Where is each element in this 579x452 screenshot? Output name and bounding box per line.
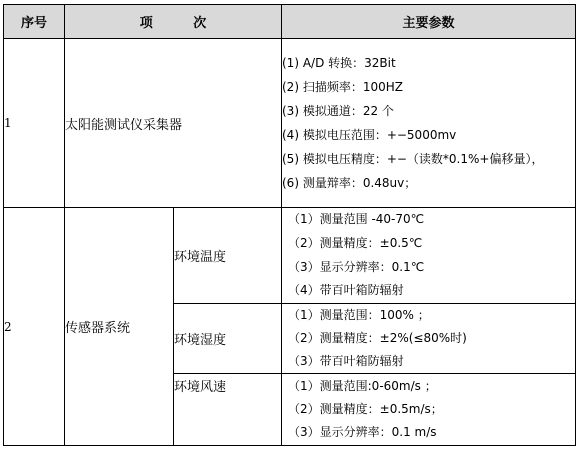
param-line: （4）带百叶箱防辐射 xyxy=(288,283,404,298)
spec-table xyxy=(3,4,576,446)
param-line: (5) 模拟电压精度：+−（读数*0.1%+偏移量）， xyxy=(282,152,544,166)
param-line: （3）显示分辨率：0.1℃ xyxy=(288,259,425,274)
param-line: (1) A/D 转换：32Bit xyxy=(282,56,396,70)
header-row xyxy=(4,5,576,39)
row-index: 2 xyxy=(4,208,65,446)
subitem-params xyxy=(282,304,576,374)
table-row xyxy=(4,39,576,208)
subitem-name: 环境湿度 xyxy=(174,304,282,374)
param-line: (4) 模拟电压范围：+−5000mv xyxy=(282,128,457,142)
param-line: (2) 扫描频率：100HZ xyxy=(282,80,403,94)
param-line: （3）带百叶箱防辐射 xyxy=(288,353,404,368)
row-item: 太阳能测试仪采集器 xyxy=(65,39,282,208)
subitem-params xyxy=(282,374,576,446)
subitem-params xyxy=(282,208,576,304)
subitem-name: 环境风速 xyxy=(174,374,282,446)
param-line: （2）测量精度：±0.5℃ xyxy=(288,235,423,250)
row-item: 传感器系统 xyxy=(65,208,174,446)
header-params: 主要参数 xyxy=(282,5,576,39)
row-index: 1 xyxy=(4,39,65,208)
param-line: （1）测量范围:0-60m/s ； xyxy=(288,378,437,393)
param-line: （1）测量范围 -40-70℃ xyxy=(288,212,425,227)
param-line: （2）测量精度：±0.5m/s； xyxy=(288,401,443,416)
param-line: (6) 测量辩率：0.48uv； xyxy=(282,176,417,190)
row-params xyxy=(282,39,576,208)
header-item xyxy=(65,5,282,39)
table-row xyxy=(4,208,576,304)
header-index: 序号 xyxy=(4,5,65,39)
header-item-label: 项 次 xyxy=(139,16,225,31)
subitem-name: 环境温度 xyxy=(174,208,282,304)
param-line: （1）测量范围：100% ； xyxy=(288,308,430,323)
param-line: （2）测量精度：±2%(≤80%时) xyxy=(288,331,467,346)
param-line: （3）显示分辨率：0.1 m/s xyxy=(288,425,437,440)
param-line: (3) 模拟通道：22 个 xyxy=(282,104,394,118)
